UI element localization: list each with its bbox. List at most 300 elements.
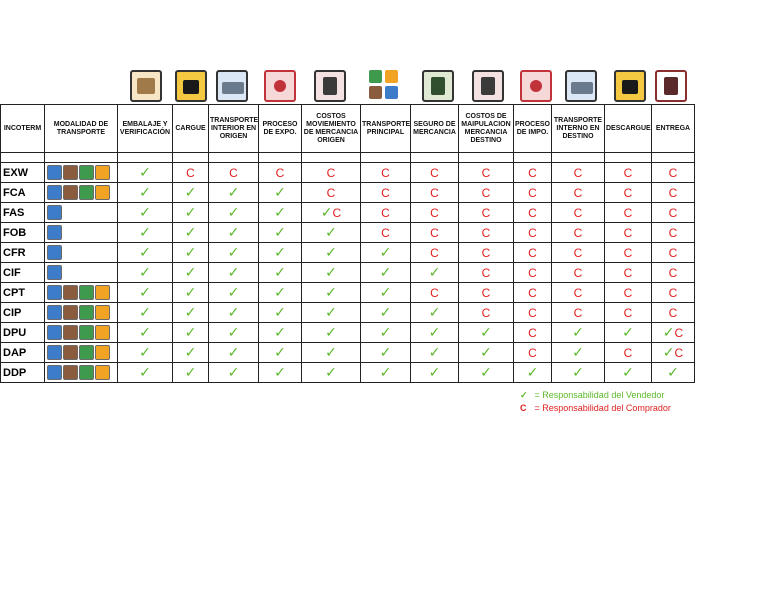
- seller-check-icon: ✓: [274, 284, 286, 301]
- buyer-c-mark: C: [430, 205, 439, 220]
- responsibility-cell: [118, 343, 173, 363]
- seller-check-icon: ✓: [379, 364, 392, 381]
- responsibility-cell: [459, 283, 514, 303]
- responsibility-cell: [302, 163, 361, 183]
- incoterm-code: CFR: [1, 243, 45, 263]
- responsibility-cell: [209, 223, 259, 243]
- responsibility-cell: [118, 363, 173, 383]
- buyer-c-mark: C: [381, 205, 390, 220]
- responsibility-cell: [302, 243, 361, 263]
- sea-transport-icon: [47, 305, 62, 320]
- buyer-c-mark: C: [623, 345, 633, 360]
- transport-modes-cell: [45, 283, 118, 303]
- buyer-c-mark: C: [573, 225, 583, 240]
- responsibility-cell: [173, 183, 209, 203]
- sea-transport-icon: [47, 345, 62, 360]
- column-header: COSTOS DE MAIPULACION MERCANCIA DESTINO: [459, 105, 514, 153]
- spacer-cell: [514, 153, 552, 163]
- sea-transport-icon: [47, 245, 62, 260]
- column-header: MODALIDAD DE TRANSPORTE: [45, 105, 118, 153]
- buyer-c-mark: C: [668, 265, 678, 280]
- responsibility-cell: [361, 183, 411, 203]
- buyer-c-mark: C: [668, 245, 678, 260]
- incoterm-code: CIP: [1, 303, 45, 323]
- transport-modes-cell: [45, 323, 118, 343]
- spacer-cell: [45, 153, 118, 163]
- buyer-c-mark: C: [623, 285, 633, 300]
- responsibility-cell: [605, 203, 652, 223]
- seller-check-icon: ✓: [227, 264, 240, 281]
- transport-modes-cell: [45, 263, 118, 283]
- buyer-c-mark: C: [481, 185, 491, 200]
- seller-check-icon: ✓: [325, 324, 337, 341]
- buyer-c-mark: C: [668, 165, 678, 180]
- responsibility-cell: [514, 283, 552, 303]
- seller-check-icon: ✓: [139, 324, 151, 341]
- buyer-c-mark: C: [430, 225, 439, 240]
- responsibility-cell: [411, 183, 459, 203]
- responsibility-cell: [209, 243, 259, 263]
- responsibility-cell: [605, 183, 652, 203]
- responsibility-cell: [411, 343, 459, 363]
- seller-check-icon: ✓: [325, 304, 337, 321]
- responsibility-cell: [259, 183, 302, 203]
- table-row: [1, 323, 695, 343]
- seller-check-icon: ✓: [379, 304, 392, 321]
- responsibility-cell: [118, 283, 173, 303]
- seller-check-icon: ✓: [227, 244, 240, 261]
- hand-truck-icon: [314, 70, 346, 102]
- sea-transport-icon: [47, 365, 62, 380]
- seller-check-icon: ✓: [274, 264, 286, 281]
- buyer-c-mark: C: [430, 245, 439, 260]
- seller-check-icon: ✓: [184, 324, 197, 341]
- incoterm-code: EXW: [1, 163, 45, 183]
- responsibility-cell: [652, 303, 695, 323]
- buyer-c-mark: C: [573, 285, 583, 300]
- seller-check-icon: ✓: [320, 204, 333, 221]
- responsibility-cell: [302, 363, 361, 383]
- responsibility-cell: [411, 303, 459, 323]
- table-row: [1, 343, 695, 363]
- buyer-c-mark: C: [573, 305, 583, 320]
- responsibility-cell: [259, 363, 302, 383]
- forklift-unload-icon: [614, 70, 646, 102]
- buyer-c-mark: C: [623, 205, 633, 220]
- package-inspection-icon: [130, 70, 162, 102]
- seller-check-icon: ✓: [622, 324, 634, 341]
- column-header: ENTREGA: [652, 105, 695, 153]
- seller-check-icon: ✓: [184, 244, 197, 261]
- seller-check-icon: ✓: [274, 184, 286, 201]
- responsibility-cell: [459, 363, 514, 383]
- responsibility-cell: [361, 343, 411, 363]
- column-header: INCOTERM: [1, 105, 45, 153]
- responsibility-cell: [302, 343, 361, 363]
- table-row: [1, 263, 695, 283]
- responsibility-cell: [652, 243, 695, 263]
- responsibility-cell: [459, 243, 514, 263]
- table-row: [1, 203, 695, 223]
- buyer-c-mark: C: [528, 345, 537, 360]
- responsibility-cell: [411, 203, 459, 223]
- responsibility-cell: [552, 303, 605, 323]
- forklift-icon: [175, 70, 207, 102]
- responsibility-cell: [259, 303, 302, 323]
- table-row: [1, 303, 695, 323]
- truck-destination-icon: [565, 70, 597, 102]
- buyer-c-mark: C: [430, 285, 439, 300]
- seller-check-icon: ✓: [139, 204, 151, 221]
- buyer-c-mark: C: [481, 205, 491, 220]
- seller-check-icon: ✓: [184, 364, 197, 381]
- responsibility-cell: [411, 263, 459, 283]
- responsibility-cell: [652, 163, 695, 183]
- truck-icon: [216, 70, 248, 102]
- responsibility-cell: [173, 163, 209, 183]
- column-header: SEGURO DE MERCANCIA: [411, 105, 459, 153]
- responsibility-cell: [209, 343, 259, 363]
- responsibility-cell: [302, 203, 361, 223]
- transport-modes-cell: [45, 203, 118, 223]
- responsibility-cell: [173, 323, 209, 343]
- responsibility-cell: [459, 183, 514, 203]
- column-header: TRANSPORTE INTERIOR EN ORIGEN: [209, 105, 259, 153]
- responsibility-cell: [118, 183, 173, 203]
- buyer-c-mark: C: [528, 205, 537, 220]
- buyer-c-mark: C: [481, 165, 491, 180]
- seller-check-icon: ✓: [139, 164, 151, 181]
- responsibility-cell: [209, 303, 259, 323]
- seller-check-icon: ✓: [325, 244, 337, 261]
- transport-modes-cell: [45, 363, 118, 383]
- seller-check-icon: ✓: [184, 224, 197, 241]
- buyer-c-mark: C: [573, 165, 583, 180]
- spacer-cell: [259, 153, 302, 163]
- responsibility-cell: [605, 223, 652, 243]
- table-row: [1, 283, 695, 303]
- responsibility-cell: [459, 203, 514, 223]
- responsibility-cell: [173, 243, 209, 263]
- seller-check-icon: ✓: [428, 264, 441, 281]
- column-header: DESCARGUE: [605, 105, 652, 153]
- responsibility-cell: [302, 223, 361, 243]
- buyer-c-mark: C: [481, 285, 491, 300]
- spacer-cell: [118, 153, 173, 163]
- incoterm-code: FOB: [1, 223, 45, 243]
- air-transport-icon: [95, 325, 110, 340]
- rail-transport-icon: [63, 285, 78, 300]
- responsibility-cell: [173, 203, 209, 223]
- buyer-c-mark: C: [668, 185, 678, 200]
- responsibility-cell: [652, 323, 695, 343]
- buyer-c-mark: C: [528, 185, 537, 200]
- buyer-c-mark: C: [623, 185, 633, 200]
- buyer-c-mark: C: [668, 225, 678, 240]
- buyer-c-mark: C: [481, 265, 491, 280]
- hand-truck-destination-icon: [472, 70, 504, 102]
- seller-check-icon: ✓: [428, 324, 441, 341]
- responsibility-cell: [259, 323, 302, 343]
- responsibility-cell: [259, 283, 302, 303]
- customs-export-icon: [264, 70, 296, 102]
- air-transport-icon: [95, 365, 110, 380]
- multimodal-transport-icon: [369, 70, 401, 102]
- seller-check-icon: ✓: [139, 264, 151, 281]
- spacer-cell: [652, 153, 695, 163]
- responsibility-cell: [209, 323, 259, 343]
- responsibility-cell: [361, 203, 411, 223]
- responsibility-cell: [652, 183, 695, 203]
- responsibility-cell: [259, 343, 302, 363]
- transport-modes-cell: [45, 243, 118, 263]
- responsibility-cell: [652, 343, 695, 363]
- rail-transport-icon: [63, 365, 78, 380]
- seller-check-icon: ✓: [379, 284, 392, 301]
- incoterm-code: FAS: [1, 203, 45, 223]
- seller-check-icon: ✓: [526, 364, 539, 381]
- incoterm-code: FCA: [1, 183, 45, 203]
- buyer-c-mark: C: [430, 165, 439, 180]
- seller-check-icon: ✓: [325, 364, 337, 381]
- road-transport-icon: [79, 285, 94, 300]
- seller-check-icon: ✓: [184, 304, 197, 321]
- responsibility-cell: [514, 163, 552, 183]
- rail-transport-icon: [63, 345, 78, 360]
- responsibility-cell: [302, 323, 361, 343]
- responsibility-cell: [411, 163, 459, 183]
- buyer-c-symbol: C: [520, 403, 527, 413]
- buyer-c-mark: C: [674, 325, 684, 340]
- seller-check-icon: ✓: [227, 364, 240, 381]
- responsibility-cell: [552, 223, 605, 243]
- responsibility-cell: [552, 163, 605, 183]
- responsibility-cell: [209, 263, 259, 283]
- responsibility-cell: [118, 263, 173, 283]
- air-transport-icon: [95, 305, 110, 320]
- buyer-c-mark: C: [668, 305, 678, 320]
- responsibility-cell: [605, 243, 652, 263]
- table-row: [1, 183, 695, 203]
- responsibility-cell: [361, 323, 411, 343]
- responsibility-cell: [361, 303, 411, 323]
- responsibility-cell: [514, 363, 552, 383]
- responsibility-cell: [361, 163, 411, 183]
- delivery-handshake-icon: [655, 70, 687, 102]
- buyer-c-mark: C: [623, 165, 633, 180]
- responsibility-cell: [605, 363, 652, 383]
- incoterm-code: DPU: [1, 323, 45, 343]
- table-row: [1, 163, 695, 183]
- road-transport-icon: [79, 165, 94, 180]
- seller-check-icon: ✓: [662, 344, 675, 361]
- responsibility-cell: [173, 263, 209, 283]
- seller-check-icon: ✓: [227, 344, 240, 361]
- seller-check-icon: ✓: [227, 204, 240, 221]
- seller-check-icon: ✓: [480, 364, 492, 381]
- responsibility-cell: [552, 263, 605, 283]
- responsibility-cell: [459, 263, 514, 283]
- column-header: PROCESO DE IMPO.: [514, 105, 552, 153]
- seller-check-icon: ✓: [325, 264, 337, 281]
- buyer-c-mark: C: [430, 185, 439, 200]
- responsibility-cell: [652, 363, 695, 383]
- table-row: [1, 223, 695, 243]
- responsibility-cell: [259, 203, 302, 223]
- responsibility-cell: [552, 323, 605, 343]
- transport-modes-cell: [45, 303, 118, 323]
- buyer-c-mark: C: [381, 185, 390, 200]
- seller-check-icon: ✓: [139, 244, 151, 261]
- seller-check-icon: ✓: [622, 364, 634, 381]
- responsibility-cell: [361, 283, 411, 303]
- seller-check-icon: ✓: [274, 224, 286, 241]
- responsibility-cell: [209, 203, 259, 223]
- buyer-c-mark: C: [623, 265, 633, 280]
- seller-check-icon: ✓: [572, 364, 584, 381]
- seller-check-icon: ✓: [274, 244, 286, 261]
- transport-modes-cell: [45, 163, 118, 183]
- responsibility-cell: [361, 243, 411, 263]
- seller-check-icon: ✓: [184, 284, 197, 301]
- incoterms-table: [0, 104, 695, 383]
- seller-check-icon: ✓: [274, 204, 286, 221]
- responsibility-cell: [652, 223, 695, 243]
- responsibility-cell: [605, 323, 652, 343]
- seller-check-icon: ✓: [184, 344, 197, 361]
- seller-check-icon: ✓: [379, 344, 392, 361]
- air-transport-icon: [95, 285, 110, 300]
- column-header: EMBALAJE Y VERIFICACIÓN: [118, 105, 173, 153]
- buyer-c-mark: C: [326, 165, 336, 180]
- rail-transport-icon: [63, 325, 78, 340]
- column-header: COSTOS MOVIEMIENTO DE MERCANCIA ORIGEN: [302, 105, 361, 153]
- sea-transport-icon: [47, 325, 62, 340]
- spacer-row: [1, 153, 695, 163]
- responsibility-cell: [173, 223, 209, 243]
- responsibility-cell: [259, 223, 302, 243]
- buyer-c-mark: C: [623, 305, 633, 320]
- responsibility-cell: [514, 263, 552, 283]
- road-transport-icon: [79, 325, 94, 340]
- responsibility-cell: [302, 183, 361, 203]
- responsibility-cell: [173, 303, 209, 323]
- responsibility-cell: [552, 283, 605, 303]
- spacer-cell: [173, 153, 209, 163]
- seller-check-icon: ✓: [227, 304, 240, 321]
- rail-transport-icon: [63, 185, 78, 200]
- sea-transport-icon: [47, 265, 62, 280]
- responsibility-cell: [459, 343, 514, 363]
- seller-check-icon: ✓: [379, 244, 392, 261]
- responsibility-cell: [459, 163, 514, 183]
- spacer-cell: [1, 153, 45, 163]
- seller-check-icon: ✓: [274, 344, 286, 361]
- responsibility-cell: [411, 323, 459, 343]
- buyer-c-mark: C: [623, 245, 633, 260]
- responsibility-cell: [514, 343, 552, 363]
- seller-check-icon: ✓: [379, 264, 392, 281]
- legend-buyer-text: = Responsabilidad del Comprador: [534, 403, 671, 413]
- legend-buyer: [520, 403, 671, 413]
- seller-check-icon: ✓: [662, 324, 675, 341]
- buyer-c-mark: C: [481, 225, 491, 240]
- sea-transport-icon: [47, 165, 62, 180]
- responsibility-cell: [605, 283, 652, 303]
- responsibility-cell: [118, 303, 173, 323]
- road-transport-icon: [79, 365, 94, 380]
- responsibility-cell: [459, 303, 514, 323]
- column-header: TRANSPORTE PRINCIPAL: [361, 105, 411, 153]
- transport-modes-cell: [45, 343, 118, 363]
- buyer-c-mark: C: [332, 205, 342, 220]
- buyer-c-mark: C: [674, 345, 684, 360]
- seller-check-icon: ✓: [139, 364, 151, 381]
- responsibility-cell: [514, 323, 552, 343]
- responsibility-cell: [209, 283, 259, 303]
- seller-check-icon: ✓: [325, 284, 337, 301]
- table-row: [1, 243, 695, 263]
- seller-check-icon: ✓: [325, 224, 337, 241]
- responsibility-cell: [118, 163, 173, 183]
- responsibility-cell: [514, 183, 552, 203]
- spacer-cell: [302, 153, 361, 163]
- air-transport-icon: [95, 345, 110, 360]
- responsibility-cell: [605, 263, 652, 283]
- responsibility-cell: [259, 263, 302, 283]
- buyer-c-mark: C: [528, 245, 537, 260]
- buyer-c-mark: C: [668, 285, 678, 300]
- responsibility-cell: [652, 283, 695, 303]
- buyer-c-mark: C: [481, 245, 491, 260]
- responsibility-cell: [118, 223, 173, 243]
- responsibility-cell: [173, 343, 209, 363]
- seller-check-icon: ✓: [139, 344, 151, 361]
- responsibility-cell: [552, 183, 605, 203]
- road-transport-icon: [79, 185, 94, 200]
- buyer-c-mark: C: [528, 305, 537, 320]
- spacer-cell: [459, 153, 514, 163]
- seller-check-icon: ✓: [520, 390, 528, 400]
- insurance-icon: [422, 70, 454, 102]
- seller-check-icon: ✓: [227, 184, 240, 201]
- responsibility-cell: [459, 323, 514, 343]
- seller-check-icon: ✓: [325, 344, 337, 361]
- seller-check-icon: ✓: [184, 264, 197, 281]
- buyer-c-mark: C: [528, 285, 537, 300]
- responsibility-cell: [411, 223, 459, 243]
- responsibility-cell: [302, 303, 361, 323]
- seller-check-icon: ✓: [274, 364, 286, 381]
- responsibility-cell: [652, 203, 695, 223]
- responsibility-cell: [361, 363, 411, 383]
- seller-check-icon: ✓: [139, 184, 151, 201]
- incoterm-code: DDP: [1, 363, 45, 383]
- table-body: [1, 153, 695, 383]
- spacer-cell: [411, 153, 459, 163]
- seller-check-icon: ✓: [572, 344, 584, 361]
- buyer-c-mark: C: [275, 165, 285, 180]
- responsibility-cell: [552, 363, 605, 383]
- responsibility-cell: [302, 283, 361, 303]
- seller-check-icon: ✓: [667, 364, 679, 381]
- road-transport-icon: [79, 305, 94, 320]
- buyer-c-mark: C: [573, 245, 583, 260]
- seller-check-icon: ✓: [379, 324, 392, 341]
- seller-check-icon: ✓: [428, 344, 441, 361]
- rail-transport-icon: [63, 305, 78, 320]
- buyer-c-mark: C: [528, 265, 537, 280]
